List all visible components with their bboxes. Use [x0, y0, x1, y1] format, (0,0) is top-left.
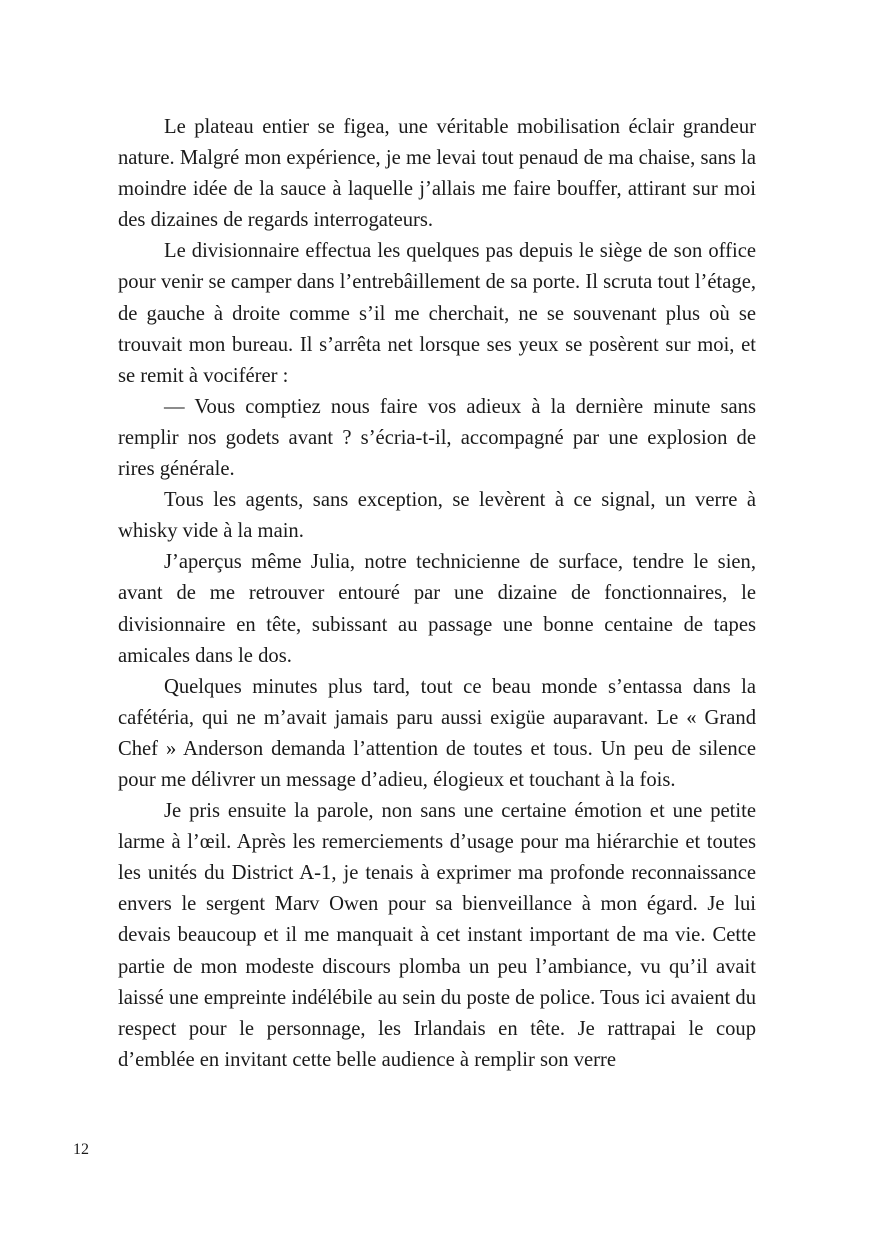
paragraph: Quelques minutes plus tard, tout ce beau monde s’entassa dans la cafétéria, qui ne m’avait jamais paru aussi exigüe auparavant. Le « Grand Chef » Anderson demanda l’attention de toutes et tous. Un peu de silence pour me délivrer un message d’adieu, élogieux et touchant à la fois.: [118, 675, 756, 791]
paragraph: Le divisionnaire effectua les quelques pas depuis le siège de son office pour venir se camper dans l’entrebâillement de sa porte. Il scruta tout l’étage, de gauche à droite comme s’il me cherchait, ne se souvenant plus où se trouvait mon bureau. Il s’arrêta net lorsque ses yeux se posèrent sur moi, et se remit à vociférer :: [118, 240, 756, 387]
paragraph: Je pris ensuite la parole, non sans une certaine émotion et une petite larme à l’œil. Après les remerciements d’usage pour ma hiérarchie et toutes les unités du District A-1, je tenais à exprimer ma profonde reconnaissance envers le sergent Marv Owen pour sa bienveillance à mon égard. Je lui devais beaucoup et il me manquait à cet instant important de ma vie. Cette partie de mon modeste discours plomba un peu l’ambiance, vu qu’il avait laissé une empreinte indélébile au sein du poste de police. Tous ici avaient du respect pour le personnage, les Irlandais en tête. Je rattrapai le coup d’emblée en invitant cette belle audience à remplir son verre: [118, 800, 756, 1071]
paragraph: Le plateau entier se figea, une véritable mobilisation éclair grandeur nature. Malgré mon expérience, je me levai tout penaud de ma chaise, sans la moindre idée de la sauce à laquelle j’allais me faire bouffer, attirant sur moi des dizaines de regards interrogateurs.: [118, 116, 756, 232]
body-text: [118, 112, 756, 1076]
dialogue-paragraph: — Vous comptiez nous faire vos adieux à la dernière minute sans remplir nos godets avant ? s’écria-t-il, accompagné par une explosion de rires générale.: [118, 395, 756, 481]
paragraph: Tous les agents, sans exception, se levèrent à ce signal, un verre à whisky vide à la main.: [118, 489, 756, 543]
paragraph: J’aperçus même Julia, notre technicienne de surface, tendre le sien, avant de me retrouver entouré par une dizaine de fonctionnaires, le divisionnaire en tête, subissant au passage une bonne centaine de tapes amicales dans le dos.: [118, 551, 756, 667]
page-number: 12: [73, 1141, 89, 1158]
